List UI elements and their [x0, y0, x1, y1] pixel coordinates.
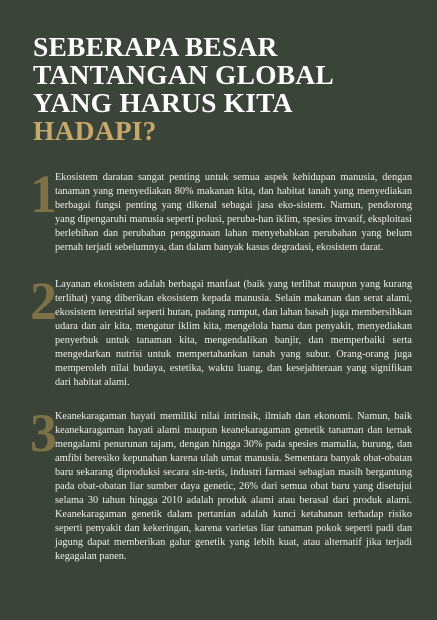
section-number-2: 2: [30, 271, 57, 331]
section-number-3: 3: [30, 403, 57, 463]
section-2: [30, 271, 412, 390]
title-line-3: YANG HARUS KITA: [33, 87, 293, 118]
title-line-4: HADAPI?: [33, 115, 157, 146]
section-3: [30, 403, 412, 564]
title-line-1: SEBERAPA BESAR: [33, 31, 278, 62]
section-text-3: Keanekaragaman hayati memiliki nilai intrinsik, ilmiah dan ekonomi. Namun, baik keanekaragaman hayati alami maupun keanekaragaman genetik tanaman dan ternak mengalami penurunan tajam, dengan hingga 30% pada spesies mamalia, burung, dan amfibi beresiko kepunahan karena ulah umat manusia. Sementara banyak obat-obatan baru sekarang diproduksi secara sin-tetis, industri farmasi sebagian masih bergantung pada obat-obatan liar sumber daya genetic, 26% dari semua obat baru yang disetujui selama 30 tahun hingga 2010 adalah produk alami atau berasal dari produk alami. Keanekaragaman genetik dalam pertanian adalah kunci ketahanan terhadap risiko seperti penyakit dan kekeringan, karena varietas liar tanaman pokok seperti padi dan jagung dapat memberikan galur genetik yang lebih kuat, atau alternatif jika terjadi kegagalan panen.: [55, 411, 412, 562]
title-line-2: TANTANGAN GLOBAL: [33, 59, 334, 90]
section-number-1: 1: [30, 164, 57, 224]
page-title: [33, 33, 413, 145]
section-1: [30, 164, 412, 255]
section-text-2: Layanan ekosistem adalah berbagai manfaat (baik yang terlihat maupun yang kurang terlihat) yang diberikan ekosistem kepada manusia. Selain makanan dan serat alami, ekosistem terestrial seperti hutan, padang rumput, dan lahan basah juga membersihkan udara dan air kita, mengatur iklim kita, mengelola hama dan penyakit, menyediakan penyerbuk untuk tanaman kita, mengendalikan banjir, dan memperbaiki serta mengedarkan nutrisi untuk mempertahankan tanah yang subur. Orang-orang juga memperoleh nilai budaya, estetika, waktu luang, dan kesejahteraan yang signifikan dari habitat alami.: [55, 279, 412, 388]
section-text-1: Ekosistem daratan sangat penting untuk semua aspek kehidupan manusia, dengan tanaman yang menyediakan 80% makanan kita, dan habitat tanah yang menyediakan berbagai fungsi penting yang dikenal sebagai jasa eko-sistem. Namun, pendorong yang dipengaruhi manusia seperti polusi, peruba-han iklim, spesies invasif, eksploitasi berlebihan dan perubahan penggunaan lahan menyebabkan perubahan yang belum pernah terjadi sebelumnya, dan dalam banyak kasus degradasi, ekosistem darat.: [55, 172, 412, 253]
